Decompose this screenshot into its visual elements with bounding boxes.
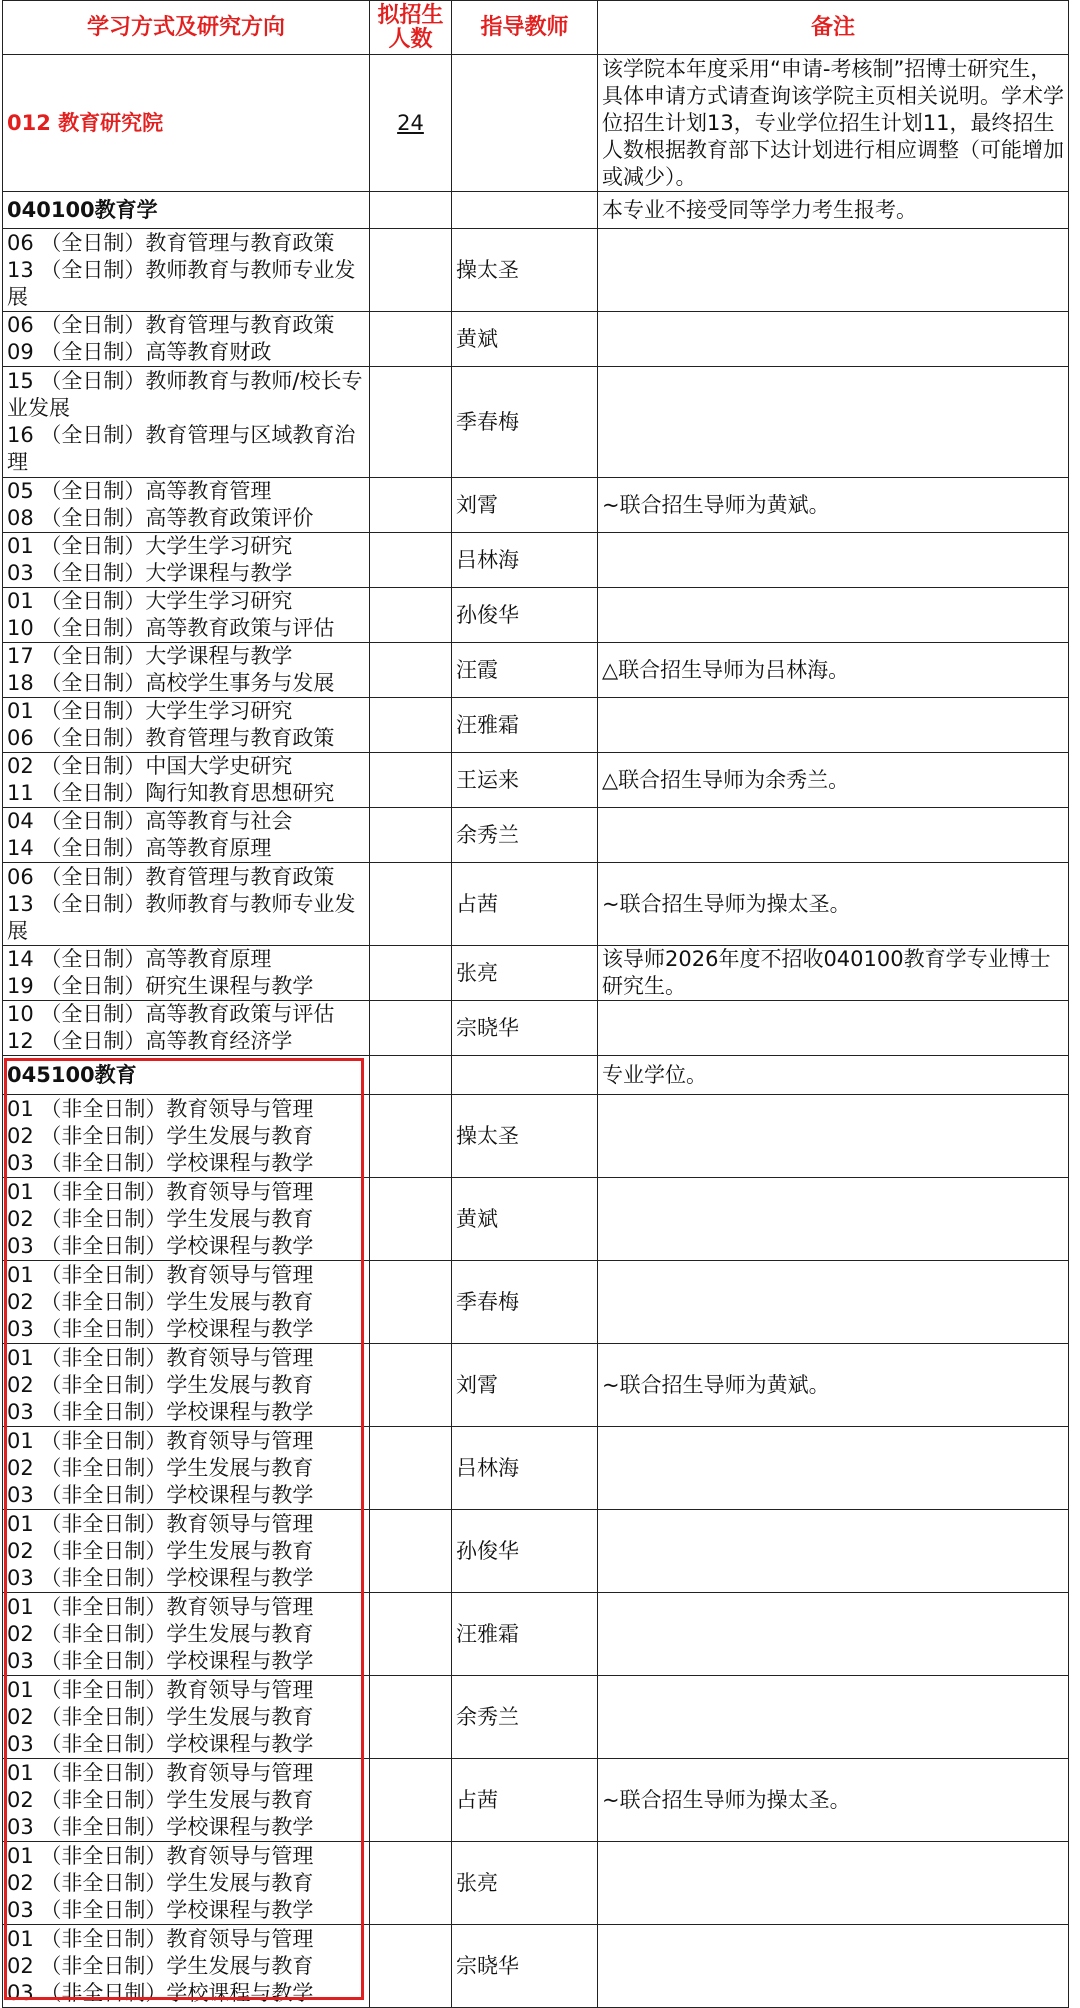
advisor-cell <box>452 1056 598 1095</box>
direction-cell <box>3 1095 370 1178</box>
note-cell <box>598 1427 1069 1510</box>
direction-line: 16 （全日制）教育管理与区域教育治理 <box>7 423 356 474</box>
advisor-cell: 刘霄 <box>452 478 598 533</box>
direction-line: 15 （全日制）教师教育与教师/校长专业发展 <box>7 369 363 420</box>
direction-line: 11 （全日制）陶行知教育思想研究 <box>7 781 335 805</box>
note-cell <box>598 229 1069 312</box>
direction-line: 03 （非全日制）学校课程与教学 <box>7 1814 314 1839</box>
dept-row <box>3 55 1069 192</box>
advisor-cell: 汪雅霜 <box>452 698 598 753</box>
table-row <box>3 643 1069 698</box>
note-cell: 该学院本年度采用“申请-考核制”招博士研究生，具体申请方式请查询该学院主页相关说明。学术学位招生计划13，专业学位招生计划11，最终招生人数根据教育部下达计划进行相应调整（可能增加或减少）。 <box>598 55 1069 192</box>
table-row <box>3 312 1069 367</box>
direction-line: 03 （非全日制）学校课程与教学 <box>7 1648 314 1673</box>
note-cell <box>598 1925 1069 2008</box>
quota-cell <box>370 367 452 478</box>
quota-cell <box>370 1095 452 1178</box>
quota-cell <box>370 1510 452 1593</box>
note-cell <box>598 312 1069 367</box>
advisor-cell: 孙俊华 <box>452 588 598 643</box>
advisor-cell: 操太圣 <box>452 1095 598 1178</box>
quota-value: 24 <box>397 110 424 135</box>
table-row <box>3 1178 1069 1261</box>
direction-cell <box>3 229 370 312</box>
table-row <box>3 229 1069 312</box>
table-row <box>3 1676 1069 1759</box>
advisor-cell: 季春梅 <box>452 367 598 478</box>
direction-cell <box>3 1593 370 1676</box>
direction-cell <box>3 1925 370 2008</box>
direction-cell <box>3 863 370 946</box>
header-quota-line1: 拟招生 <box>377 2 444 28</box>
direction-line: 012 教育研究院 <box>7 110 164 135</box>
direction-cell <box>3 643 370 698</box>
direction-line: 05 （全日制）高等教育管理 <box>7 479 272 503</box>
direction-line: 02 （非全日制）学生发展与教育 <box>7 1372 314 1397</box>
direction-line: 03 （非全日制）学校课程与教学 <box>7 1482 314 1507</box>
table-row <box>3 1427 1069 1510</box>
table-row <box>3 698 1069 753</box>
advisor-cell: 黄斌 <box>452 1178 598 1261</box>
direction-line: 13 （全日制）教师教育与教师专业发展 <box>7 891 356 943</box>
direction-cell <box>3 1427 370 1510</box>
note-cell: ~联合招生导师为操太圣。 <box>598 863 1069 946</box>
advisor-cell: 宗晓华 <box>452 1001 598 1056</box>
note-cell: ~联合招生导师为黄斌。 <box>598 478 1069 533</box>
advisor-cell: 吕林海 <box>452 533 598 588</box>
direction-cell <box>3 1001 370 1056</box>
direction-line: 19 （全日制）研究生课程与教学 <box>7 974 314 998</box>
direction-cell <box>3 312 370 367</box>
advisor-cell: 黄斌 <box>452 312 598 367</box>
major-row <box>3 192 1069 229</box>
direction-line: 02 （非全日制）学生发展与教育 <box>7 1206 314 1231</box>
note-cell <box>598 1510 1069 1593</box>
direction-cell <box>3 1842 370 1925</box>
direction-line: 18 （全日制）高校学生事务与发展 <box>7 671 335 695</box>
direction-cell <box>3 588 370 643</box>
direction-line: 01 （非全日制）教育领导与管理 <box>7 1677 314 1702</box>
direction-cell <box>3 1261 370 1344</box>
direction-line: 01 （非全日制）教育领导与管理 <box>7 1926 314 1951</box>
direction-cell <box>3 946 370 1001</box>
quota-cell <box>370 1593 452 1676</box>
table-row <box>3 1593 1069 1676</box>
direction-cell <box>3 367 370 478</box>
table-header <box>3 1 1069 55</box>
quota-cell <box>370 312 452 367</box>
note-cell <box>598 1095 1069 1178</box>
direction-cell <box>3 808 370 863</box>
quota-cell <box>370 229 452 312</box>
direction-line: 09 （全日制）高等教育财政 <box>7 340 272 364</box>
direction-line: 13 （全日制）教师教育与教师专业发展 <box>7 257 356 309</box>
table-row <box>3 588 1069 643</box>
note-cell <box>598 1178 1069 1261</box>
quota-cell <box>370 1759 452 1842</box>
header-note: 备注 <box>598 1 1069 55</box>
advisor-cell: 占茜 <box>452 863 598 946</box>
direction-line: 01 （全日制）大学生学习研究 <box>7 534 293 558</box>
table-row <box>3 478 1069 533</box>
quota-cell <box>370 1261 452 1344</box>
table-row <box>3 367 1069 478</box>
direction-line: 01 （非全日制）教育领导与管理 <box>7 1345 314 1370</box>
direction-line: 02 （非全日制）学生发展与教育 <box>7 1621 314 1646</box>
quota-cell <box>370 533 452 588</box>
note-cell: ~联合招生导师为操太圣。 <box>598 1759 1069 1842</box>
direction-line: 02 （非全日制）学生发展与教育 <box>7 1704 314 1729</box>
table-row <box>3 863 1069 946</box>
note-cell: △联合招生导师为余秀兰。 <box>598 753 1069 808</box>
header-direction: 学习方式及研究方向 <box>3 1 370 55</box>
note-cell <box>598 1842 1069 1925</box>
quota-cell <box>370 1178 452 1261</box>
direction-line: 06 （全日制）教育管理与教育政策 <box>7 230 335 255</box>
quota-cell <box>370 1925 452 2008</box>
table-row <box>3 1344 1069 1427</box>
direction-line: 01 （非全日制）教育领导与管理 <box>7 1511 314 1536</box>
advisor-cell <box>452 55 598 192</box>
direction-line: 02 （非全日制）学生发展与教育 <box>7 1123 314 1148</box>
direction-cell <box>3 1759 370 1842</box>
advisor-cell: 季春梅 <box>452 1261 598 1344</box>
direction-line: 03 （非全日制）学校课程与教学 <box>7 1316 314 1341</box>
quota-cell <box>370 478 452 533</box>
quota-cell <box>370 698 452 753</box>
direction-line: 03 （非全日制）学校课程与教学 <box>7 1565 314 1590</box>
header-row <box>3 1 1069 55</box>
quota-cell <box>370 643 452 698</box>
note-cell <box>598 1593 1069 1676</box>
table-row <box>3 1510 1069 1593</box>
table-body <box>3 55 1069 2008</box>
advisor-cell <box>452 192 598 229</box>
direction-line: 02 （非全日制）学生发展与教育 <box>7 1455 314 1480</box>
quota-cell <box>370 1344 452 1427</box>
table-row <box>3 1842 1069 1925</box>
direction-cell <box>3 698 370 753</box>
direction-line: 01 （非全日制）教育领导与管理 <box>7 1594 314 1619</box>
direction-cell <box>3 1056 370 1095</box>
direction-cell <box>3 55 370 192</box>
direction-line: 10 （全日制）高等教育政策与评估 <box>7 1002 335 1026</box>
note-cell: 专业学位。 <box>598 1056 1069 1095</box>
direction-cell <box>3 1510 370 1593</box>
header-advisor: 指导教师 <box>452 1 598 55</box>
direction-line: 14 （全日制）高等教育原理 <box>7 836 272 860</box>
direction-line: 02 （非全日制）学生发展与教育 <box>7 1870 314 1895</box>
direction-line: 01 （非全日制）教育领导与管理 <box>7 1179 314 1204</box>
advisor-cell: 余秀兰 <box>452 1676 598 1759</box>
direction-line: 06 （全日制）教育管理与教育政策 <box>7 864 335 889</box>
quota-cell <box>370 946 452 1001</box>
quota-cell <box>370 808 452 863</box>
direction-line: 03 （非全日制）学校课程与教学 <box>7 1731 314 1756</box>
direction-line: 01 （非全日制）教育领导与管理 <box>7 1262 314 1287</box>
direction-line: 040100教育学 <box>7 197 158 222</box>
advisor-cell: 汪雅霜 <box>452 1593 598 1676</box>
quota-cell <box>370 1056 452 1095</box>
advisor-cell: 孙俊华 <box>452 1510 598 1593</box>
table-row <box>3 1095 1069 1178</box>
note-cell <box>598 1261 1069 1344</box>
enrollment-table <box>2 0 1069 2008</box>
quota-cell <box>370 1676 452 1759</box>
direction-line: 03 （非全日制）学校课程与教学 <box>7 1233 314 1258</box>
direction-line: 14 （全日制）高等教育原理 <box>7 947 272 971</box>
direction-line: 03 （非全日制）学校课程与教学 <box>7 1399 314 1424</box>
table-row <box>3 753 1069 808</box>
advisor-cell: 操太圣 <box>452 229 598 312</box>
quota-cell <box>370 863 452 946</box>
direction-line: 01 （非全日制）教育领导与管理 <box>7 1760 314 1785</box>
note-cell <box>598 1676 1069 1759</box>
direction-line: 02 （非全日制）学生发展与教育 <box>7 1538 314 1563</box>
advisor-cell: 占茜 <box>452 1759 598 1842</box>
direction-line: 01 （非全日制）教育领导与管理 <box>7 1428 314 1453</box>
direction-line: 06 （全日制）教育管理与教育政策 <box>7 726 335 750</box>
advisor-cell: 张亮 <box>452 946 598 1001</box>
advisor-cell: 刘霄 <box>452 1344 598 1427</box>
quota-cell <box>370 1842 452 1925</box>
direction-cell <box>3 478 370 533</box>
note-cell: 本专业不接受同等学力考生报考。 <box>598 192 1069 229</box>
direction-line: 08 （全日制）高等教育政策评价 <box>7 506 314 530</box>
direction-line: 12 （全日制）高等教育经济学 <box>7 1029 293 1053</box>
quota-cell <box>370 753 452 808</box>
direction-line: 01 （全日制）大学生学习研究 <box>7 699 293 723</box>
table-row <box>3 808 1069 863</box>
note-cell <box>598 698 1069 753</box>
table-row <box>3 946 1069 1001</box>
advisor-cell: 宗晓华 <box>452 1925 598 2008</box>
table-row <box>3 1261 1069 1344</box>
direction-line: 03 （非全日制）学校课程与教学 <box>7 1897 314 1922</box>
direction-line: 03 （非全日制）学校课程与教学 <box>7 1150 314 1175</box>
quota-cell <box>370 1001 452 1056</box>
direction-line: 03 （非全日制）学校课程与教学 <box>7 1980 314 2005</box>
table-row <box>3 1001 1069 1056</box>
direction-cell <box>3 1344 370 1427</box>
direction-line: 06 （全日制）教育管理与教育政策 <box>7 313 335 337</box>
direction-line: 02 （非全日制）学生发展与教育 <box>7 1289 314 1314</box>
direction-line: 01 （全日制）大学生学习研究 <box>7 589 293 613</box>
direction-line: 02 （全日制）中国大学史研究 <box>7 754 293 778</box>
major-row <box>3 1056 1069 1095</box>
note-cell: ~联合招生导师为黄斌。 <box>598 1344 1069 1427</box>
advisor-cell: 吕林海 <box>452 1427 598 1510</box>
note-cell <box>598 588 1069 643</box>
direction-line: 02 （非全日制）学生发展与教育 <box>7 1787 314 1812</box>
note-cell: 该导师2026年度不招收040100教育学专业博士研究生。 <box>598 946 1069 1001</box>
direction-line: 01 （非全日制）教育领导与管理 <box>7 1096 314 1121</box>
direction-line: 045100教育 <box>7 1062 137 1087</box>
advisor-cell: 汪霞 <box>452 643 598 698</box>
direction-line: 10 （全日制）高等教育政策与评估 <box>7 616 335 640</box>
advisor-cell: 张亮 <box>452 1842 598 1925</box>
advisor-cell: 王运来 <box>452 753 598 808</box>
direction-cell <box>3 1178 370 1261</box>
table-row <box>3 533 1069 588</box>
quota-cell <box>370 588 452 643</box>
direction-line: 01 （非全日制）教育领导与管理 <box>7 1843 314 1868</box>
table-row <box>3 1925 1069 2008</box>
header-quota <box>370 1 452 55</box>
note-cell: △联合招生导师为吕林海。 <box>598 643 1069 698</box>
direction-line: 03 （全日制）大学课程与教学 <box>7 561 293 585</box>
advisor-cell: 余秀兰 <box>452 808 598 863</box>
note-cell <box>598 367 1069 478</box>
table-row <box>3 1759 1069 1842</box>
quota-cell <box>370 55 452 192</box>
direction-cell <box>3 533 370 588</box>
direction-cell <box>3 1676 370 1759</box>
header-quota-line2: 人数 <box>388 26 433 52</box>
quota-cell <box>370 1427 452 1510</box>
note-cell <box>598 533 1069 588</box>
note-cell <box>598 1001 1069 1056</box>
quota-cell <box>370 192 452 229</box>
direction-line: 04 （全日制）高等教育与社会 <box>7 809 293 833</box>
direction-cell <box>3 753 370 808</box>
direction-line: 02 （非全日制）学生发展与教育 <box>7 1953 314 1978</box>
direction-cell <box>3 192 370 229</box>
direction-line: 17 （全日制）大学课程与教学 <box>7 644 293 668</box>
note-cell <box>598 808 1069 863</box>
